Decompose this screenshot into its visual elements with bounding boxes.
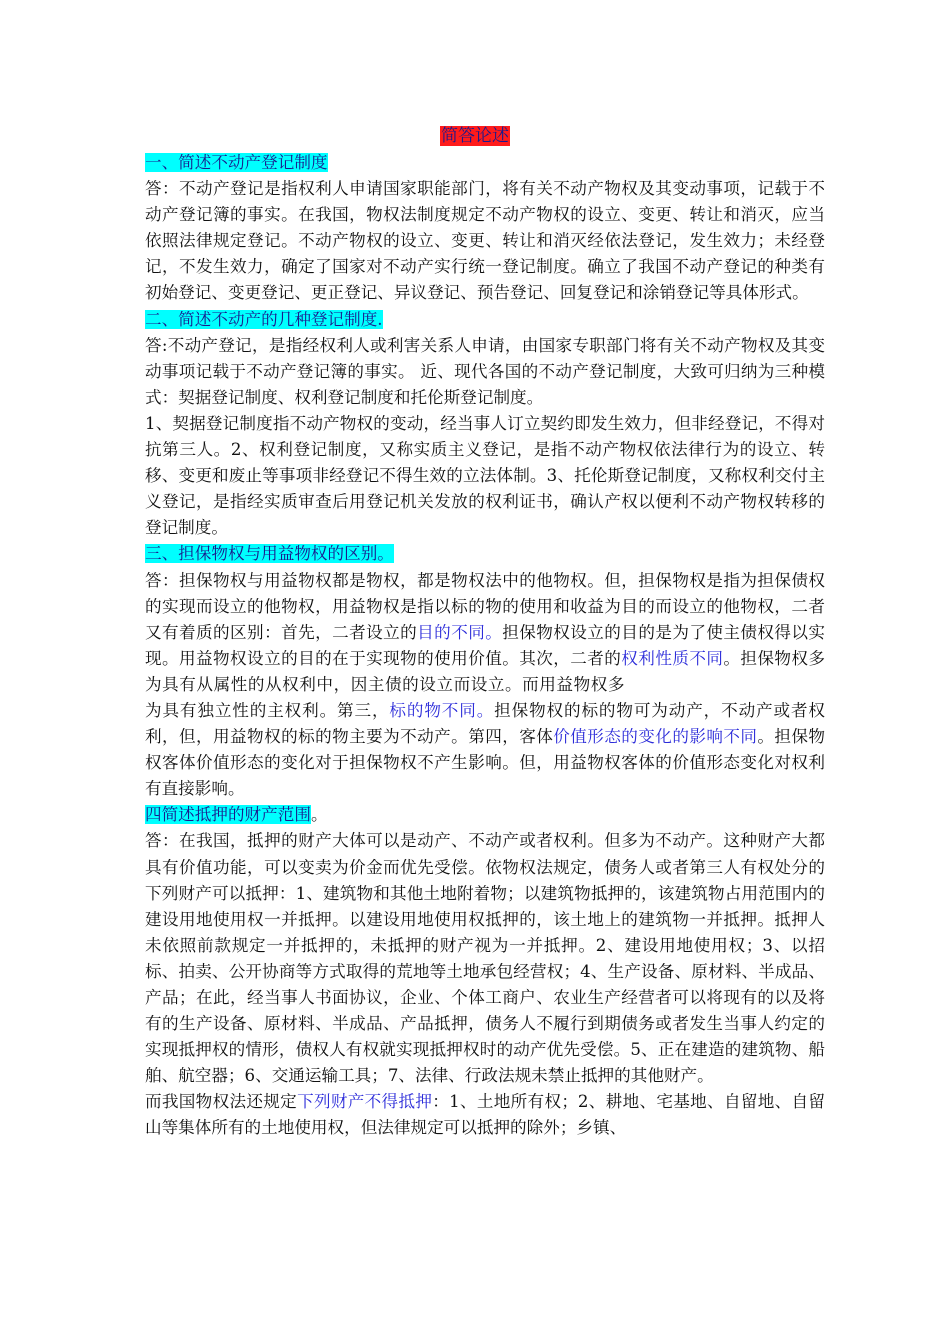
section-2-heading-part-b: 不动产的几种登记制度. [211, 309, 383, 329]
section-2-paragraph-1: 答:不动产登记，是指经权利人或利害关系人申请，由国家专职部门将有关不动产物权及其变动事项记载于不动产登记簿的事实。 近、现代各国的不动产登记制度，大致可归纳为三种模式：契据登记制度、权利登记制度和托伦斯登记制度。 [145, 335, 825, 407]
section-3-paragraph [145, 568, 825, 803]
section-2-heading [145, 307, 825, 333]
section-4-text-2: ：1、土地所有权；2、耕地、宅基地、自留地、自留山等集体所有的土地使用权，但法律规定可以抵押的除外；乡镇、 [145, 1092, 826, 1138]
section-3-text-4: 为具有独立性的主权利。第三， [145, 700, 390, 720]
section-2-heading-part-a: 二、简述 [145, 309, 212, 329]
section-4-paragraph-2 [145, 1089, 825, 1141]
section-2-paragraph-2: 1、契据登记制度指不动产物权的变动，经当事人订立契约即发生效力，但非经登记，不得对抗第三人。2、权利登记制度，又称实质主义登记，是指不动产物权依法律行为的设立、转移、变更和废止等事项非经登记不得生效的立法体制。3、托伦斯登记制度，又称权利交付主义登记，是指经实质审查后用登记机关发放的权利证书，确认产权以便利不动产物权转移的登记制度。 [145, 413, 825, 538]
document-body [145, 150, 825, 1142]
section-4-heading-text: 四简述抵押的财产范围 [145, 805, 311, 825]
section-4-paragraph-1: 答：在我国，抵押的财产大体可以是动产、不动产或者权利。但多为不动产。这种财产大都具有价值功能，可以变卖为价金而优先受偿。依物权法规定，债务人或者第三人有权处分的下列财产可以抵押：1、建筑物和其他土地附着物；以建筑物抵押的，该建筑物占用范围内的建设用地使用权一并抵押。以建设用地使用权抵押的，该土地上的建筑物一并抵押。抵押人未依照前款规定一并抵押的，未抵押的财产视为一并抵押。2、建设用地使用权；3、以招标、拍卖、公开协商等方式取得的荒地等土地承包经营权；4、生产设备、原材料、半成品、产品；在此，经当事人书面协议，企业、个体工商户、农业生产经营者可以将现有的以及将有的生产设备、原材料、半成品、产品抵押，债务人不履行到期债务或者发生当事人约定的实现抵押权的情形，债权人有权就实现抵押权时的动产优先受偿。5、正在建造的建筑物、船舶、航空器；6、交通运输工具；7、法律、行政法规未禁止抵押的其他财产。 [145, 831, 825, 1086]
section-3-keyword-purpose: 目的不同。 [417, 622, 503, 642]
section-4-heading-punct: 。 [310, 805, 328, 825]
section-3-text-1: 答：担保物权与用益物权都是物权，都是物权法中的他物权。但，担保物权是指为担保债权的实现而设立的他物权，用益物权是指以标的物的使用和收益为目的而设立的他物权，二者又有着质的区别：首先，二者设立的 [145, 570, 825, 642]
section-4-text-1: 而我国物权法还规定 [145, 1092, 298, 1112]
page-title [0, 124, 950, 148]
section-1-heading-text: 一、简述不动产登记制度 [145, 153, 328, 172]
page-title-text: 简答论述 [441, 126, 509, 146]
section-3-heading-text: 三、担保物权与用益物权的区别。 [145, 544, 394, 564]
section-4-heading [145, 802, 825, 828]
section-3-text-3: 。担保物权多为具有从属性的从权利中，因主债的设立而设立。而用益物权多 [145, 648, 826, 694]
section-4-keyword-prohibited: 下列财产不得抵押 [297, 1092, 433, 1112]
section-3-keyword-object: 标的物不同。 [389, 700, 495, 720]
section-1-paragraph: 答：不动产登记是指权利人申请国家职能部门，将有关不动产物权及其变动事项，记载于不动产登记簿的事实。在我国，物权法制度规定不动产物权的设立、变更、转让和消灭，应当依照法律规定登记。不动产物权的设立、变更、转让和消灭经依法登记，发生效力；未经登记，不发生效力，确定了国家对不动产实行统一登记制度。确立了我国不动产登记的种类有初始登记、变更登记、更正登记、异议登记、预告登记、回复登记和涂销登记等具体形式。 [145, 179, 825, 303]
section-3-text-6: 。担保物权客体价值形态的变化对于担保物权不产生影响。但，用益物权客体的价值形态变化对权利有直接影响。 [145, 727, 826, 799]
section-3-text-2: 担保物权设立的目的是为了使主债权得以实现。用益物权设立的目的在于实现物的使用价值。其次，二者的 [145, 622, 826, 668]
section-3-keyword-value: 价值形态的变化的影响不同 [553, 727, 758, 747]
section-3-heading [145, 541, 825, 567]
section-3-keyword-nature: 权利性质不同 [621, 648, 724, 668]
section-3-text-5: 担保物权的标的物可为动产，不动产或者权利，但，用益物权的标的物主要为不动产。第四，客体 [145, 700, 826, 747]
section-1-heading [145, 150, 825, 176]
